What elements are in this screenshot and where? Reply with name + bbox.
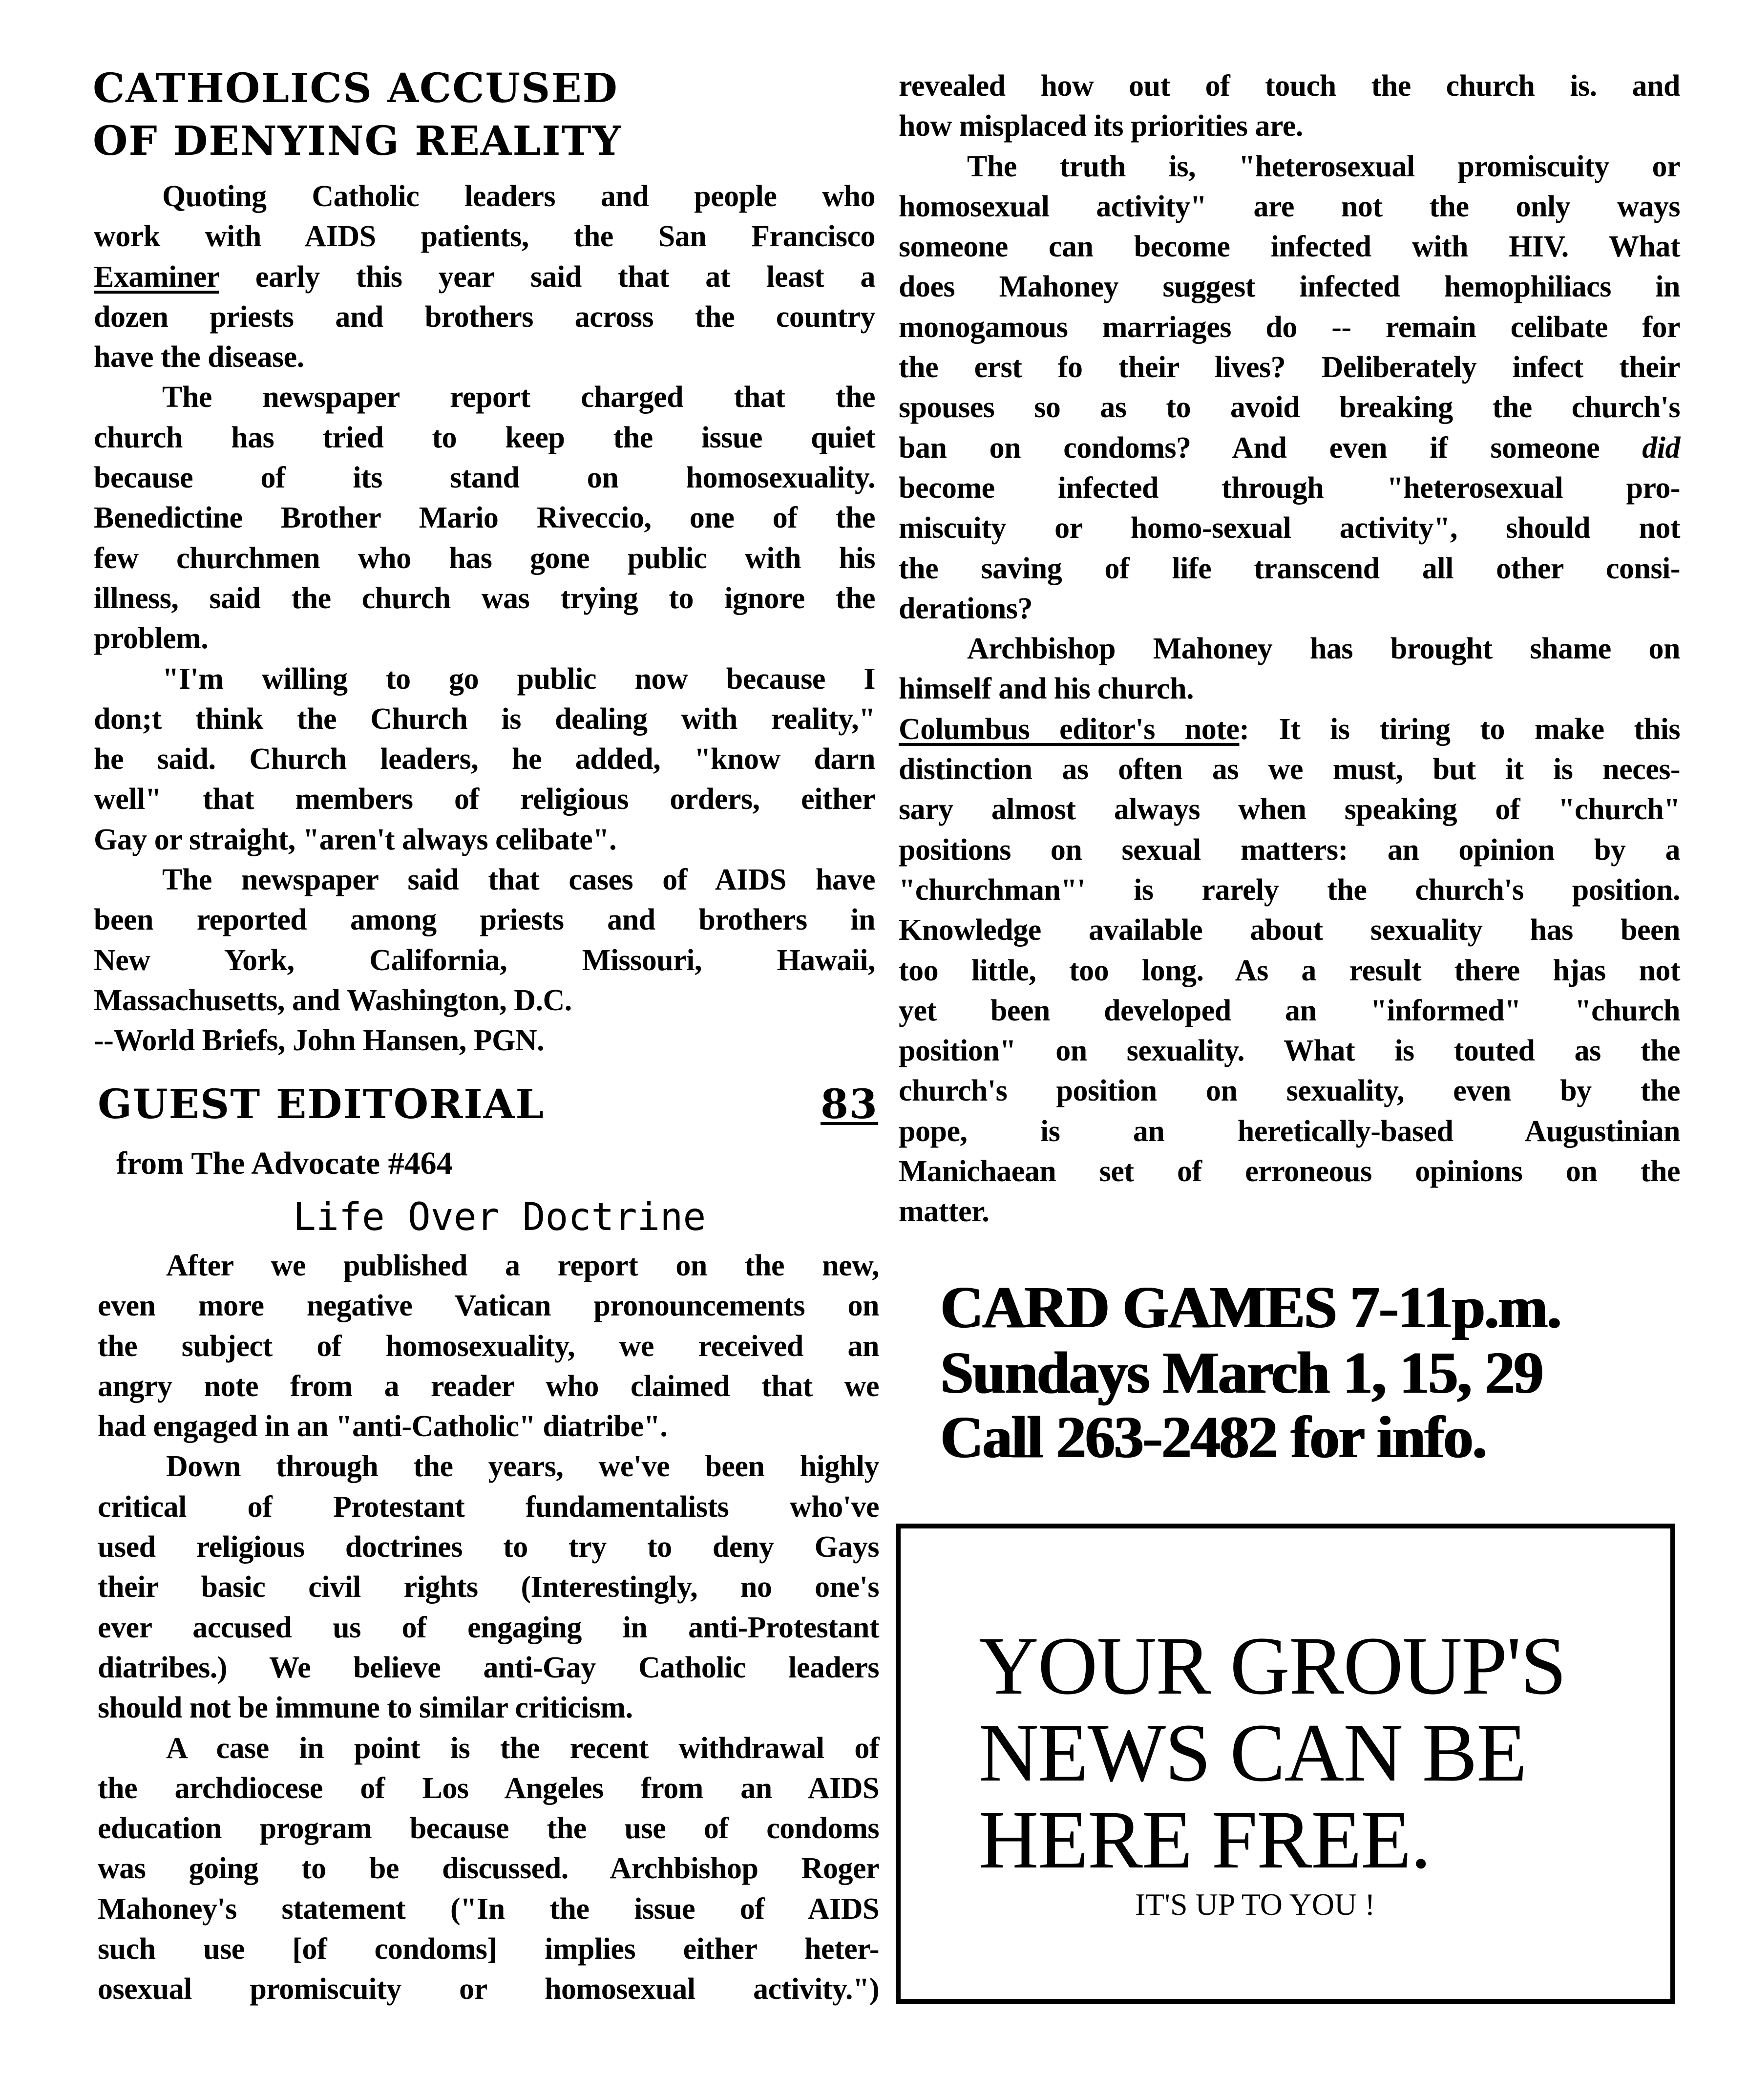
text-line: the archdiocese of Los Angeles from an AIDS bbox=[98, 1771, 879, 1805]
text-line: well" that members of religious orders, either bbox=[94, 783, 875, 816]
text-line: position" on sexuality. What is touted as the bbox=[899, 1034, 1680, 1068]
card-games-ad-line: CARD GAMES 7-11p.m. bbox=[940, 1274, 1561, 1340]
text-line: derations? bbox=[899, 592, 1032, 625]
text-line: "I'm willing to go public now because I bbox=[162, 662, 875, 696]
group-news-ad-tagline: IT'S UP TO YOU ! bbox=[1135, 1887, 1375, 1922]
text-line: --World Briefs, John Hansen, PGN. bbox=[94, 1024, 545, 1058]
underlined-text: Columbus editor's note bbox=[899, 712, 1240, 746]
text-line: sary almost always when speaking of "church" bbox=[899, 793, 1680, 827]
article-headline-line-2: OF DENYING REALITY bbox=[93, 118, 622, 165]
text-line bbox=[899, 428, 1680, 468]
text-line: even more negative Vatican pronouncements on bbox=[98, 1289, 879, 1323]
text-line: have the disease. bbox=[94, 340, 304, 374]
editorial-title: Life Over Doctrine bbox=[293, 1195, 706, 1239]
text-line: such use [of condoms] implies either heter- bbox=[98, 1932, 879, 1966]
text-line: positions on sexual matters: an opinion by a bbox=[899, 833, 1680, 867]
text-line: homosexual activity" are not the only ways bbox=[899, 190, 1680, 223]
article-body bbox=[94, 176, 875, 1061]
italic-text: did bbox=[1642, 431, 1680, 465]
text-line: The newspaper report charged that the bbox=[162, 381, 875, 414]
text-line: because of its stand on homosexuality. bbox=[94, 461, 875, 495]
text-line: critical of Protestant fundamentalists who've bbox=[98, 1490, 879, 1524]
text-line: the subject of homosexuality, we received an bbox=[98, 1329, 879, 1363]
text-segment: ban on condoms? And even if someone bbox=[899, 431, 1643, 465]
text-line: their basic civil rights (Interestingly, no one's bbox=[98, 1570, 879, 1604]
text-line: spouses so as to avoid breaking the church's bbox=[899, 391, 1680, 424]
text-line: New York, California, Missouri, Hawaii, bbox=[94, 943, 875, 977]
text-line: revealed how out of touch the church is. and bbox=[899, 69, 1680, 103]
text-line: matter. bbox=[899, 1195, 990, 1229]
text-line: osexual promiscuity or homosexual activity.") bbox=[98, 1973, 879, 2006]
text-line: work with AIDS patients, the San Francisco bbox=[94, 220, 875, 254]
text-line: miscuity or homo-sexual activity", should not bbox=[899, 511, 1680, 545]
text-line: Benedictine Brother Mario Riveccio, one of the bbox=[94, 501, 875, 535]
text-line: yet been developed an "informed" "church bbox=[899, 994, 1680, 1027]
text-line: Archbishop Mahoney has brought shame on bbox=[967, 632, 1680, 666]
card-games-ad-line: Sundays March 1, 15, 29 bbox=[940, 1340, 1542, 1406]
page-number: 83 bbox=[821, 1081, 879, 1128]
editorial-source: from The Advocate #464 bbox=[116, 1145, 453, 1181]
text-line: don;t think the Church is dealing with reality," bbox=[94, 702, 875, 736]
text-line: pope, is an heretically-based Augustinian bbox=[899, 1114, 1680, 1148]
text-line: the erst fo their lives? Deliberately infect their bbox=[899, 351, 1680, 384]
text-line: illness, said the church was trying to ignore the bbox=[94, 581, 875, 615]
text-line: Massachusetts, and Washington, D.C. bbox=[94, 983, 572, 1017]
underlined-text: Examiner bbox=[94, 260, 219, 294]
text-line: should not be immune to similar criticism. bbox=[98, 1691, 633, 1725]
text-line: angry note from a reader who claimed that we bbox=[98, 1369, 879, 1403]
text-line: Mahoney's statement ("In the issue of AIDS bbox=[98, 1892, 879, 1926]
text-line: dozen priests and brothers across the country bbox=[94, 300, 875, 334]
text-line: church has tried to keep the issue quiet bbox=[94, 421, 875, 454]
text-line: problem. bbox=[94, 622, 209, 656]
text-line: Down through the years, we've been highly bbox=[166, 1450, 879, 1484]
card-games-ad-line: Call 263-2482 for info. bbox=[940, 1404, 1486, 1470]
text-line: Manichaean set of erroneous opinions on the bbox=[899, 1155, 1680, 1188]
text-line: had engaged in an "anti-Catholic" diatribe". bbox=[98, 1410, 668, 1443]
text-line: someone can become infected with HIV. What bbox=[899, 230, 1680, 264]
editorial-body-continued bbox=[899, 66, 1680, 1232]
text-line: used religious doctrines to try to deny Gays bbox=[98, 1530, 879, 1564]
article-headline-line-1: CATHOLICS ACCUSED bbox=[93, 65, 618, 112]
group-news-ad bbox=[896, 1524, 1675, 2004]
text-line: education program because the use of condoms bbox=[98, 1812, 879, 1845]
text-line: how misplaced its priorities are. bbox=[899, 109, 1303, 143]
text-line: monogamous marriages do -- remain celibate for bbox=[899, 310, 1680, 344]
text-line: few churchmen who has gone public with his bbox=[94, 541, 875, 575]
text-line: The truth is, "heterosexual promiscuity or bbox=[967, 149, 1680, 183]
group-news-ad-line: NEWS CAN BE bbox=[979, 1707, 1526, 1799]
text-line: he said. Church leaders, he added, "know darn bbox=[94, 742, 875, 776]
text-line: was going to be discussed. Archbishop Roger bbox=[98, 1852, 879, 1886]
text-line: The newspaper said that cases of AIDS have bbox=[162, 863, 875, 897]
text-line: Knowledge available about sexuality has been bbox=[899, 913, 1680, 947]
text-segment: early this year said that at least a bbox=[219, 260, 875, 294]
text-line: After we published a report on the new, bbox=[166, 1249, 879, 1282]
text-segment: : It is tiring to make this bbox=[1239, 712, 1680, 746]
group-news-ad-line: YOUR GROUP'S bbox=[979, 1620, 1566, 1712]
text-line bbox=[94, 257, 875, 297]
text-line: ever accused us of engaging in anti-Protestant bbox=[98, 1611, 879, 1644]
section-title: GUEST EDITORIAL bbox=[98, 1081, 545, 1128]
text-line: himself and his church. bbox=[899, 672, 1194, 706]
group-news-ad-line: HERE FREE. bbox=[979, 1794, 1431, 1886]
text-line: been reported among priests and brothers in bbox=[94, 903, 875, 937]
text-line: Quoting Catholic leaders and people who bbox=[162, 180, 875, 213]
text-line: too little, too long. As a result there hjas not bbox=[899, 954, 1680, 987]
text-line: Gay or straight, "aren't always celibate". bbox=[94, 823, 617, 856]
text-line: distinction as often as we must, but it is neces- bbox=[899, 753, 1680, 786]
text-line: become infected through "heterosexual pro- bbox=[899, 471, 1680, 505]
text-line: does Mahoney suggest infected hemophiliacs in bbox=[899, 270, 1680, 304]
text-line: diatribes.) We believe anti-Gay Catholic leaders bbox=[98, 1651, 879, 1684]
text-line: A case in point is the recent withdrawal of bbox=[166, 1731, 879, 1765]
editorial-body bbox=[98, 1246, 879, 2010]
text-line: the saving of life transcend all other consi- bbox=[899, 552, 1680, 585]
text-line: church's position on sexuality, even by the bbox=[899, 1074, 1680, 1108]
text-line: "churchman"' is rarely the church's position. bbox=[899, 873, 1680, 907]
text-line bbox=[899, 709, 1680, 749]
